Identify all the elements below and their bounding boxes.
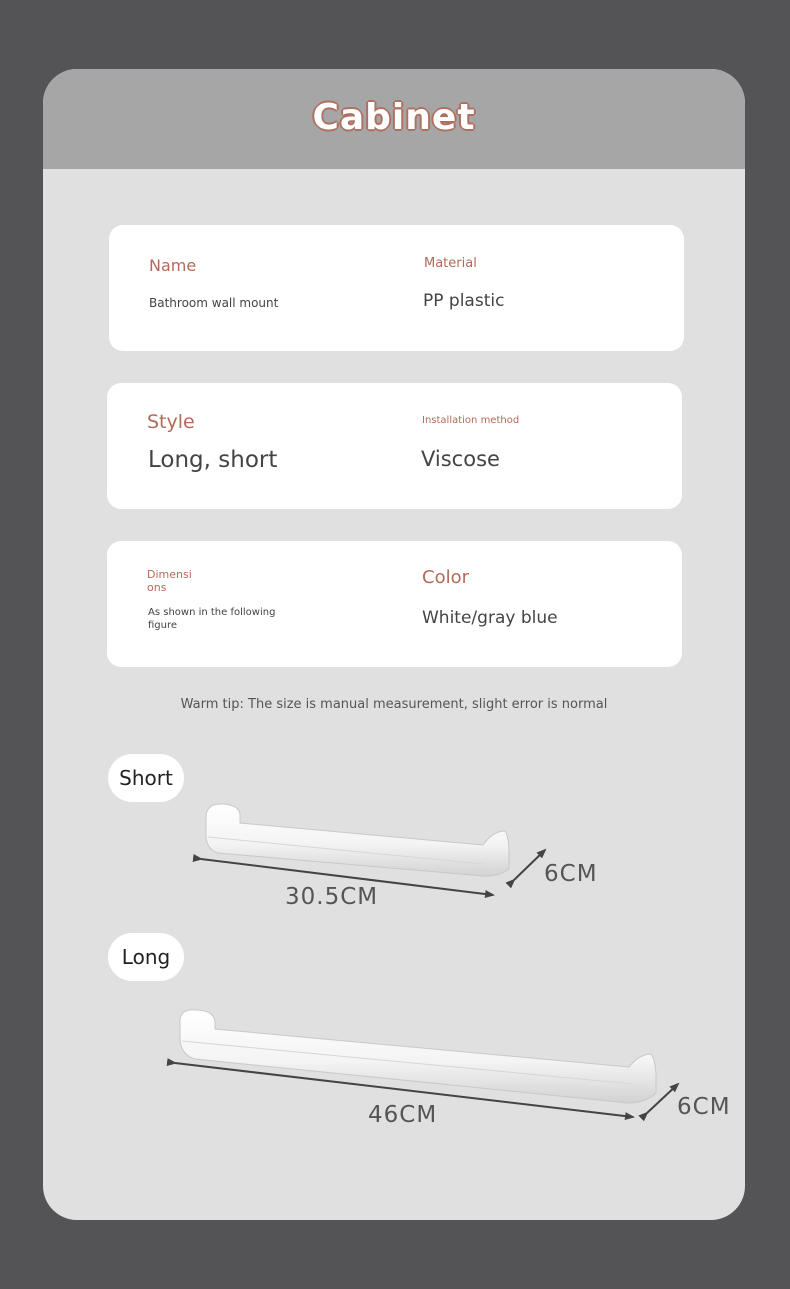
installation-value: Viscose <box>421 447 500 471</box>
material-value: PP plastic <box>423 291 505 311</box>
long-depth-label: 6CM <box>677 1094 731 1120</box>
material-label: Material <box>424 256 477 271</box>
short-tag: Short <box>108 754 184 802</box>
dimensions-label-line2: ons <box>147 581 167 594</box>
installation-label: Installation method <box>422 415 520 426</box>
color-label: Color <box>422 567 469 588</box>
style-label: Style <box>147 411 195 433</box>
long-tag: Long <box>108 933 184 981</box>
long-length-label: 46CM <box>368 1102 438 1128</box>
short-length-label: 30.5CM <box>285 884 379 910</box>
name-label: Name <box>149 256 197 275</box>
short-depth-label: 6CM <box>544 861 598 887</box>
dimensions-value-line1: As shown in the following <box>148 607 276 618</box>
warm-tip: Warm tip: The size is manual measurement, slight error is normal <box>180 697 608 712</box>
spec-panel <box>43 69 745 1220</box>
dimensions-value-line2: figure <box>148 620 178 631</box>
page-title: Cabinet <box>312 97 476 138</box>
name-value: Bathroom wall mount <box>149 296 279 310</box>
color-value: White/gray blue <box>422 608 558 628</box>
long-handle-image <box>180 1010 656 1103</box>
dimensions-label-line1: Dimensi <box>147 568 192 581</box>
short-depth-arrow <box>514 850 545 880</box>
style-value: Long, short <box>148 447 278 473</box>
product-drawings <box>43 69 745 1220</box>
